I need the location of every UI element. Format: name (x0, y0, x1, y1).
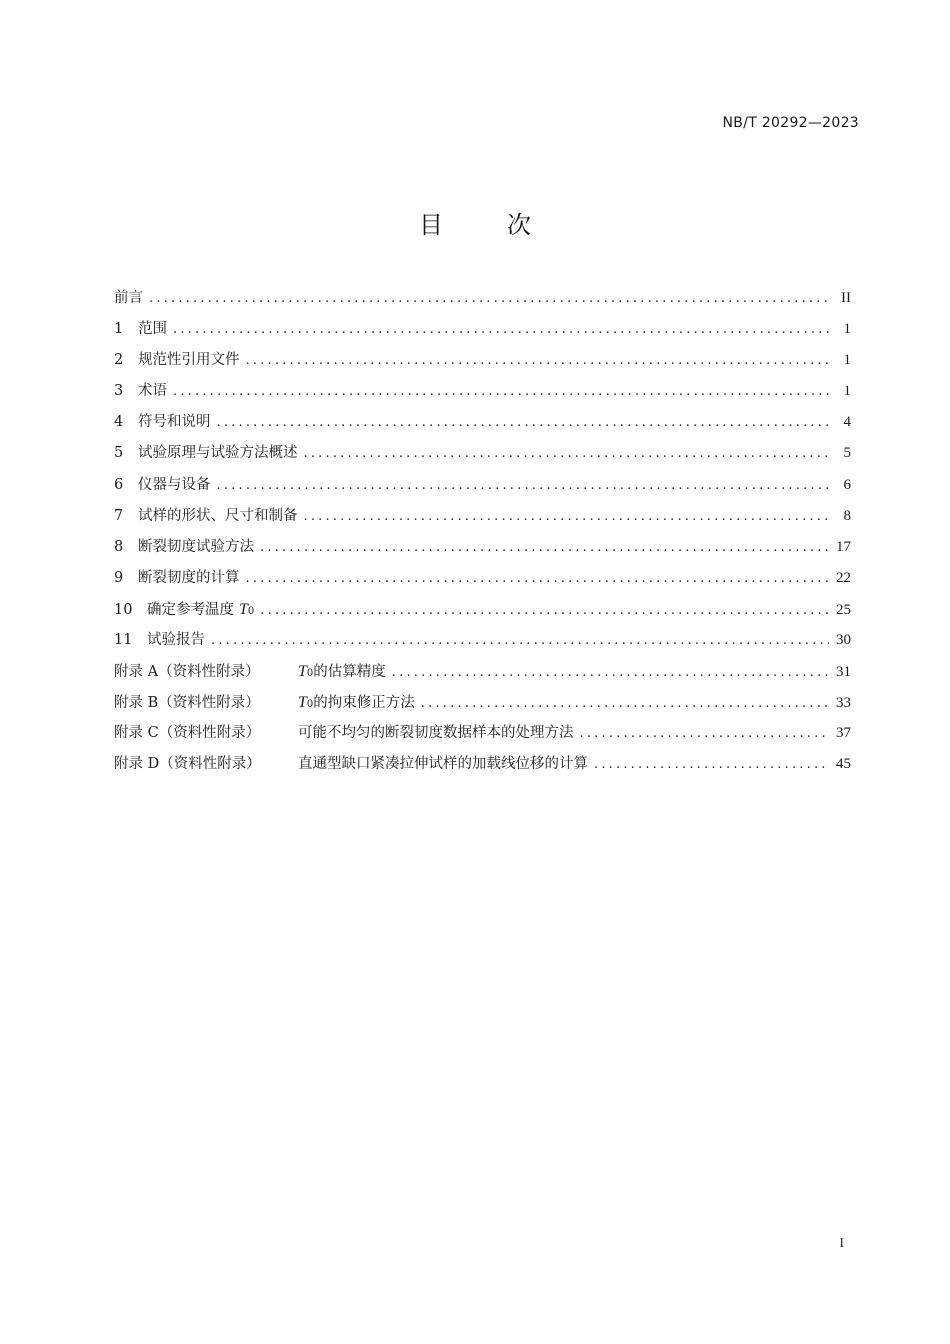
toc-entry-label (114, 438, 298, 469)
toc-entry-apparatus[interactable] (114, 470, 851, 501)
toc-dot-leader (149, 283, 829, 314)
toc-entry-reference-temperature[interactable] (114, 594, 851, 625)
toc-entry-label (114, 345, 240, 376)
toc-entry-title: 规范性引用文件 (138, 352, 240, 369)
toc-entry-test-method[interactable] (114, 532, 851, 563)
toc-entry-number: 1 (114, 321, 124, 338)
toc-dot-leader (260, 595, 829, 626)
toc-entry-number: 10 (114, 601, 133, 618)
toc-entry-label (114, 718, 574, 749)
toc-entry-number: 9 (114, 569, 124, 586)
toc-entry-number: 6 (114, 476, 124, 493)
toc-page-number: 31 (836, 664, 851, 681)
toc-entry-number: 3 (114, 383, 124, 400)
toc-entry-number: 5 (114, 445, 124, 462)
toc-entry-title: 前言 (114, 290, 143, 306)
toc-entry-test-principle[interactable] (114, 438, 851, 469)
toc-page-number: 22 (836, 569, 851, 586)
toc-entry-label (114, 283, 143, 314)
toc-entry-title: 试验报告 (147, 632, 205, 649)
toc-page-number: 8 (843, 507, 851, 524)
symbol-t: T (298, 663, 307, 681)
toc-dot-leader (211, 625, 829, 656)
toc-entry-calculation[interactable] (114, 563, 851, 594)
toc-entry-label (114, 470, 211, 501)
toc-dot-leader (217, 407, 830, 438)
toc-entry-terms[interactable] (114, 376, 851, 407)
toc-dot-leader (246, 345, 830, 376)
toc-entry-title: 的估算精度 (313, 664, 386, 681)
toc-entry-title: 术语 (138, 383, 167, 400)
toc-entry-title: 可能不均匀的断裂韧度数据样本的处理方法 (298, 725, 574, 742)
toc-entry-number: 11 (114, 632, 133, 649)
toc-entry-label (114, 314, 167, 345)
toc-page-number: 5 (843, 445, 851, 462)
toc-entry-specimen[interactable] (114, 501, 851, 532)
toc-page-number: 45 (836, 756, 851, 773)
symbol-t: T (239, 600, 248, 618)
toc-entry-title: 断裂韧度试验方法 (138, 538, 254, 555)
standard-code: NB/T 20292—2023 (722, 115, 859, 131)
symbol-subscript: 0 (306, 699, 314, 711)
toc-entry-label (114, 563, 240, 594)
toc-dot-leader (421, 688, 829, 719)
toc-page-number: 30 (836, 632, 851, 649)
toc-entry-title: 确定参考温度 (147, 601, 234, 618)
toc-entry-label (114, 407, 211, 438)
symbol-subscript: 0 (247, 605, 255, 617)
toc-page-number: 6 (843, 476, 851, 493)
toc-dot-leader (580, 718, 830, 749)
symbol-subscript: 0 (306, 668, 314, 680)
toc-entry-title: 直通型缺口紧凑拉伸试样的加载线位移的计算 (298, 756, 588, 773)
toc-entry-label (114, 749, 588, 780)
toc-entry-label (114, 656, 386, 689)
page-title: 目 次 (419, 211, 551, 239)
toc-entry-test-report[interactable] (114, 625, 851, 656)
appendix-prefix: 附录 C（资料性附录） (114, 725, 261, 742)
toc-entry-label (114, 594, 254, 627)
toc-entry-number: 4 (114, 414, 124, 431)
toc-entry-title: 断裂韧度的计算 (138, 569, 240, 586)
toc-entry-number: 2 (114, 352, 124, 369)
toc-entry-title: 仪器与设备 (138, 476, 211, 493)
toc-dot-leader (304, 501, 830, 532)
footer-page-number: I (839, 1236, 844, 1251)
toc-entry-foreword[interactable] (114, 283, 851, 314)
toc-entry-title: 试样的形状、尺寸和制备 (138, 507, 298, 524)
toc-entry-number: 8 (114, 538, 124, 555)
symbol-t: T (298, 694, 307, 712)
table-of-contents (114, 283, 851, 781)
toc-entry-label (114, 687, 415, 720)
toc-dot-leader (594, 749, 829, 780)
toc-entry-title: 符号和说明 (138, 414, 211, 431)
toc-entry-scope[interactable] (114, 314, 851, 345)
toc-dot-leader (246, 563, 830, 594)
toc-dot-leader (304, 438, 830, 469)
toc-page-number: 1 (843, 352, 851, 369)
toc-entry-label (114, 376, 167, 407)
appendix-prefix: 附录 A（资料性附录） (114, 664, 260, 681)
toc-entry-title: 试验原理与试验方法概述 (138, 445, 298, 462)
toc-page-number: II (841, 290, 851, 306)
appendix-prefix: 附录 D（资料性附录） (114, 756, 261, 773)
toc-entry-number: 7 (114, 507, 124, 524)
toc-dot-leader (173, 314, 829, 345)
toc-dot-leader (260, 532, 829, 563)
appendix-prefix: 附录 B（资料性附录） (114, 695, 260, 712)
toc-entry-label (114, 532, 254, 563)
toc-entry-label (114, 625, 205, 656)
toc-entry-appendix-d[interactable] (114, 749, 851, 780)
toc-page-number: 25 (836, 601, 851, 618)
toc-page-number: 37 (836, 725, 851, 742)
toc-entry-symbols[interactable] (114, 407, 851, 438)
toc-entry-title: 范围 (138, 321, 167, 338)
toc-page-number: 4 (843, 414, 851, 431)
toc-entry-title: 的拘束修正方法 (313, 695, 415, 712)
toc-entry-appendix-c[interactable] (114, 718, 851, 749)
toc-dot-leader (217, 470, 830, 501)
toc-dot-leader (392, 657, 829, 688)
toc-entry-appendix-a[interactable] (114, 656, 851, 687)
toc-page-number: 33 (836, 695, 851, 712)
toc-entry-appendix-b[interactable] (114, 687, 851, 718)
toc-page-number: 17 (836, 538, 851, 555)
toc-entry-label (114, 501, 298, 532)
toc-entry-normative-references[interactable] (114, 345, 851, 376)
toc-dot-leader (173, 376, 829, 407)
toc-page-number: 1 (843, 321, 851, 338)
toc-page-number: 1 (843, 383, 851, 400)
